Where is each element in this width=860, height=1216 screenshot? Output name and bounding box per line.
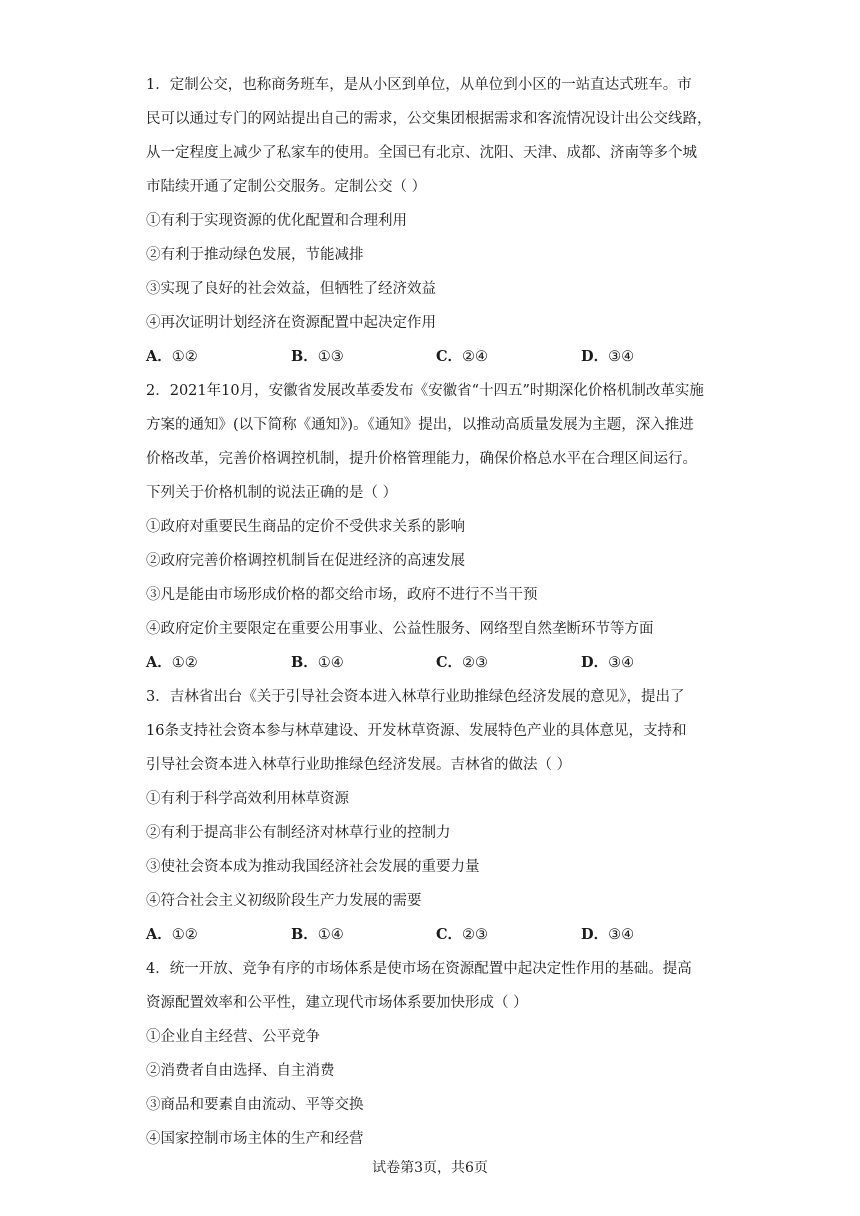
question-stem-line: 市陆续开通了定制公交服务。定制公交（ ） — [146, 179, 427, 195]
statement-4: ④政府定价主要限定在重要公用事业、公益性服务、网络型自然垄断环节等方面 — [146, 621, 654, 637]
page-footer: 试卷第3页，共6页 — [372, 1160, 488, 1176]
question-stem-line: 民可以通过专门的网站提出自己的需求，公交集团根据需求和客流情况设计出公交线路， — [146, 111, 712, 127]
option-a[interactable]: A．①② — [146, 926, 198, 943]
question-1 — [146, 68, 726, 374]
question-stem-line: 价格改革，完善价格调控机制，提升价格管理能力，确保价格总水平在合理区间运行。 — [146, 451, 697, 467]
option-c[interactable]: C．②④ — [436, 348, 489, 365]
option-a[interactable]: A．①② — [146, 348, 198, 365]
question-stem-line: 方案的通知》(以下简称《通知》)。《通知》提出，以推动高质量发展为主题，深入推进 — [146, 417, 694, 433]
statement-3: ③商品和要素自由流动、平等交换 — [146, 1097, 364, 1113]
question-stem-line: 16条支持社会资本参与林草建设、开发林草资源、发展特色产业的具体意见，支持和 — [146, 723, 687, 739]
option-d[interactable]: D．③④ — [581, 654, 635, 671]
question-stem-line: 从一定程度上减少了私家车的使用。全国已有北京、沈阳、天津、成都、济南等多个城 — [146, 145, 697, 161]
statement-4: ④符合社会主义初级阶段生产力发展的需要 — [146, 893, 422, 909]
option-c[interactable]: C．②③ — [436, 926, 489, 943]
statement-3: ③凡是能由市场形成价格的都交给市场，政府不进行不当干预 — [146, 587, 538, 603]
answer-options — [146, 340, 726, 374]
statement-3: ③实现了良好的社会效益，但牺牲了经济效益 — [146, 281, 436, 297]
statement-2: ②有利于推动绿色发展，节能减排 — [146, 247, 364, 263]
option-b[interactable]: B．①④ — [291, 654, 344, 671]
statement-4: ④国家控制市场主体的生产和经营 — [146, 1131, 364, 1147]
option-b[interactable]: B．①③ — [291, 348, 344, 365]
exam-page-content — [146, 68, 726, 1156]
statement-4: ④再次证明计划经济在资源配置中起决定作用 — [146, 315, 436, 331]
question-stem-line: 4．统一开放、竞争有序的市场体系是使市场在资源配置中起决定性作用的基础。提高 — [146, 961, 692, 977]
option-d[interactable]: D．③④ — [581, 348, 635, 365]
option-c[interactable]: C．②③ — [436, 654, 489, 671]
statement-2: ②消费者自由选择、自主消费 — [146, 1063, 335, 1079]
statement-1: ①有利于实现资源的优化配置和合理利用 — [146, 213, 407, 229]
option-a[interactable]: A．①② — [146, 654, 198, 671]
question-stem-line: 资源配置效率和公平性，建立现代市场体系要加快形成（ ） — [146, 995, 528, 1011]
statement-1: ①政府对重要民生商品的定价不受供求关系的影响 — [146, 519, 465, 535]
option-d[interactable]: D．③④ — [581, 926, 635, 943]
statement-1: ①企业自主经营、公平竞争 — [146, 1029, 320, 1045]
question-stem-line: 3．吉林省出台《关于引导社会资本进入林草行业助推绿色经济发展的意见》，提出了 — [146, 689, 685, 705]
statement-3: ③使社会资本成为推动我国经济社会发展的重要力量 — [146, 859, 480, 875]
question-stem-line: 1．定制公交，也称商务班车，是从小区到单位，从单位到小区的一站直达式班车。市 — [146, 77, 692, 93]
statement-2: ②政府完善价格调控机制旨在促进经济的高速发展 — [146, 553, 465, 569]
answer-options — [146, 646, 726, 680]
option-b[interactable]: B．①④ — [291, 926, 344, 943]
question-stem-line: 引导社会资本进入林草行业助推绿色经济发展。吉林省的做法（ ） — [146, 757, 572, 773]
question-stem-line: 2．2021年10月，安徽省发展改革委发布《安徽省“十四五”时期深化价格机制改革实施 — [146, 383, 704, 399]
statement-1: ①有利于科学高效利用林草资源 — [146, 791, 349, 807]
question-3 — [146, 680, 726, 952]
statement-2: ②有利于提高非公有制经济对林草行业的控制力 — [146, 825, 451, 841]
question-2 — [146, 374, 726, 680]
question-stem-line: 下列关于价格机制的说法正确的是（ ） — [146, 485, 398, 501]
question-4 — [146, 952, 726, 1156]
answer-options — [146, 918, 726, 952]
